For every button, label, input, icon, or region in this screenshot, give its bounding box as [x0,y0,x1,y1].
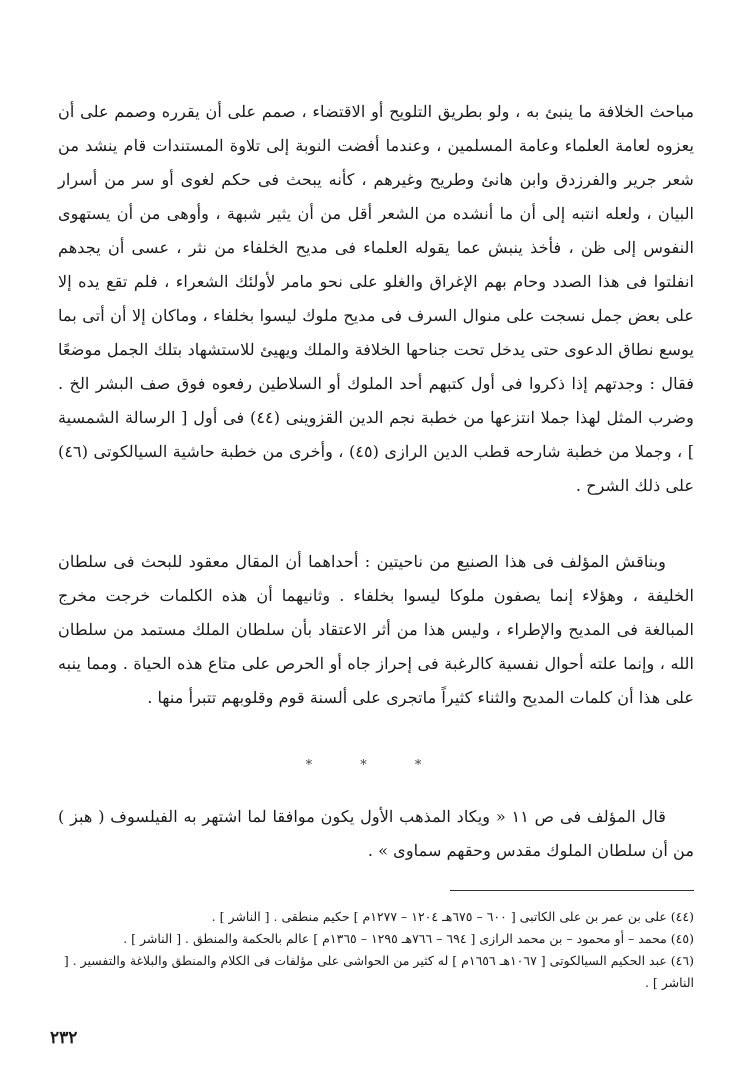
page-number: ٢٣٢ [50,1028,78,1048]
footnote-rule [450,890,694,891]
body-paragraph-1: مباحث الخلافة ما ينبئ به ، ولو بطريق التلويح أو الاقتضاء ، صمم على أن يقرره وصمم على أن يعزوه لعامة العلماء وعامة المسلمين ، وعندما أفضت النوبة إلى تلاوة المستندات قام ينشد من شعر جرير والفرزدق وابن هانئ وطريح وغيرهم ، كأنه يبحث فى حكم لغوى أو سر من أسرار البيان ، ولعله انتبه إلى أن ما أنشده من الشعر أقل من أن يثير شبهة ، وأوهى من أن يستهوى النفوس إلى ظن ، فأخذ ينبش عما يقوله العلماء فى مديح الخلفاء من نثر ، عسى أن يجدهم انفلتوا فى هذا الصدد وحام بهم الإغراق والغلو على نحو مامر لأولئك الشعراء ، فلم تقع يده إلا على بعض جمل نسجت على منوال السرف فى مديح ملوك ليسوا بخلفاء ، وماكان إلا أن أتى بما يوسع نطاق الدعوى حتى يدخل تحت جناحها الخلافة والملك ويهيئ للاستشهاد بتلك الجمل موضعًا فقال : وجدتهم إذا ذكروا فى أول كتبهم أحد الملوك أو السلاطين رفعوه فوق صف البشر الخ . وضرب المثل لهذا جملا انتزعها من خطبة نجم الدين القزوينى (٤٤) فى أول [ الرسالة الشمسية ] ، وجملا من خطبة شارحه قطب الدين الرازى (٤٥) ، وأخرى من خطبة حاشية السيالكوتى (٤٦) على ذلك الشرح . [58,102,695,495]
body-paragraph-2: وبناقش المؤلف فى هذا الصنيع من ناحيتين : أحداهما أن المقال معقود للبحث فى سلطان الخليفة ، وهؤلاء إنما يصفون ملوكا ليسوا بخلفاء . وثانيهما أن هذه الكلمات خرجت مخرج المبالغة فى المديح والإطراء ، وليس هذا من أثر الاعتقاد بأن سلطان الملك مستمد من سلطان الله ، وإنما علته أحوال نفسية كالرغبة فى إحراز جاه أو الحرص على متاع هذه الحياة . ومما ينبه على هذا أن كلمات المديح والثناء كثيراً ماتجرى على ألسنة قوم وقلوبهم تتبرأ منها . [58,552,694,707]
footnote-44: (٤٤) على بن عمر بن على الكاتبى [ ٦٠٠ – ٦٧٥هـ ١٢٠٤ – ١٢٧٧م ] حكيم منطقى . [ الناشر ] . [211,909,694,924]
footnote-46: (٤٦) عبد الحكيم السيالكوتى [ ١٠٦٧هـ ١٦٥٦م ] له كثير من الحواشى على مؤلفات فى الكلام والمنطق والبلاغة والتفسير . [ الناشر ] . [63,953,694,990]
footnote-45: (٤٥) محمد – أو محمود – بن محمد الرازى [ ٦٩٤ – ٧٦٦هـ ١٢٩٥ – ١٣٦٥م ] عالم بالحكمة والمنطق . [ الناشر ] . [123,931,694,946]
footnotes [58,906,694,994]
body-paragraph-3: قال المؤلف فى ص ١١ « ويكاد المذهب الأول يكون موافقا لما اشتهر به الفيلسوف ( هبز ) من أن سلطان الملوك مقدس وحقهم سماوى » . [58,807,694,860]
section-separator: * * * [305,758,444,773]
